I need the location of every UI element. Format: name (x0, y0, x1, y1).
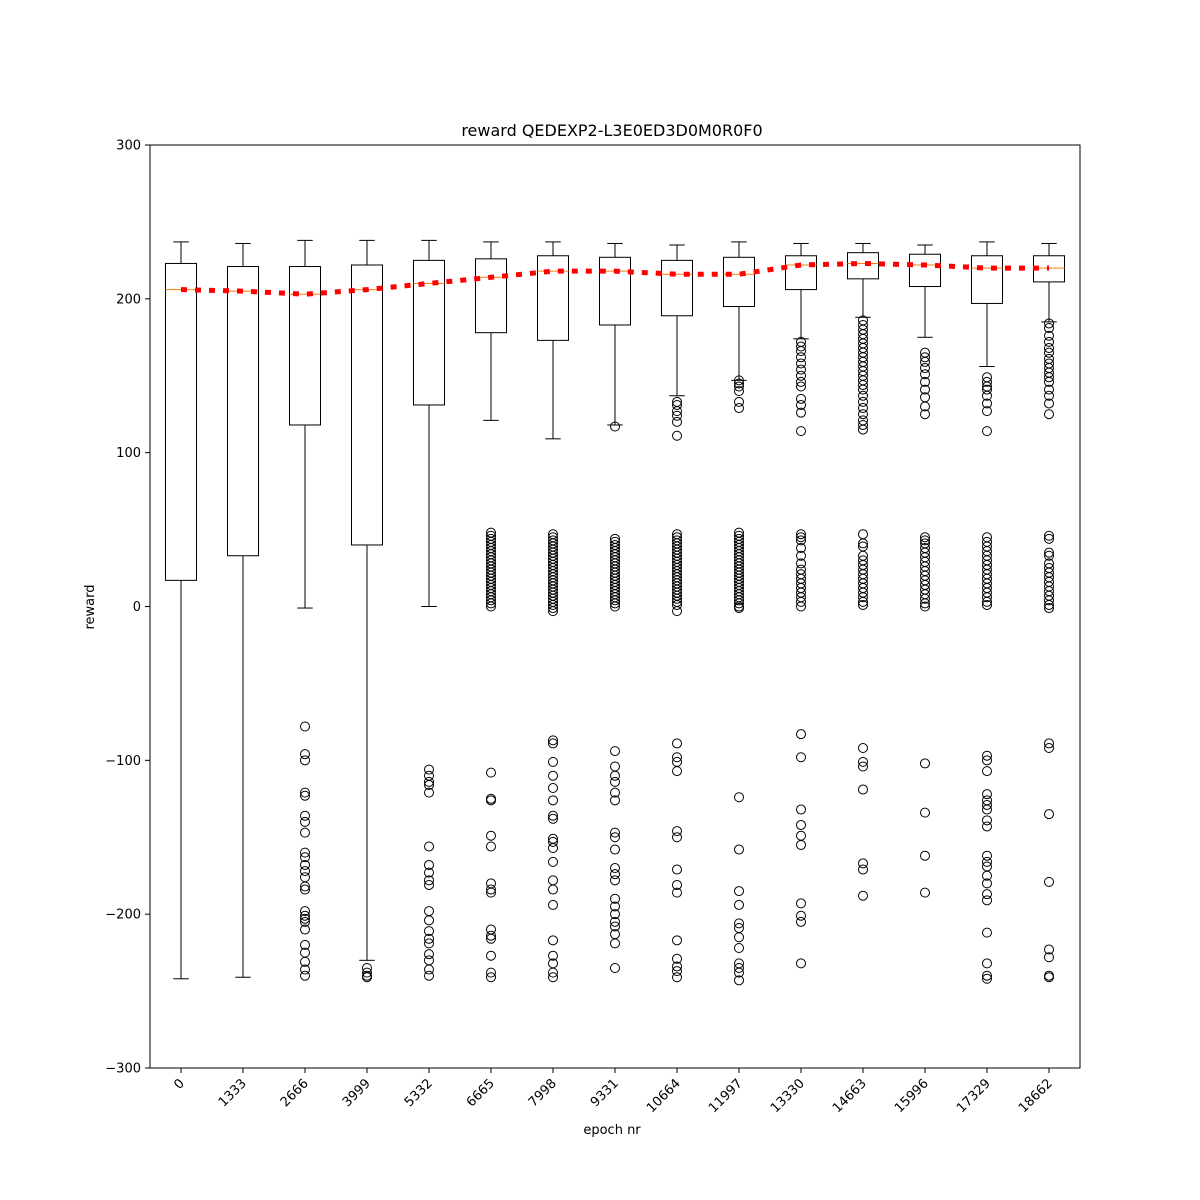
x-tick-label: 7998 (525, 1076, 560, 1111)
x-tick-label: 6665 (463, 1076, 498, 1111)
x-tick-label: 17329 (953, 1076, 994, 1117)
y-tick-label: 300 (116, 138, 141, 154)
x-tick-label: 2666 (277, 1076, 312, 1111)
y-tick-label: −300 (105, 1061, 141, 1077)
x-tick-label: 1333 (215, 1076, 250, 1111)
x-tick-label: 10664 (643, 1076, 684, 1117)
x-tick-label: 13330 (767, 1076, 808, 1117)
y-axis-label: reward (83, 584, 98, 630)
x-axis-label: epoch nr (583, 1123, 641, 1138)
x-tick-label: 0 (171, 1076, 188, 1093)
x-tick-label: 3999 (339, 1076, 374, 1111)
x-tick-label: 18662 (1015, 1076, 1056, 1117)
chart-title: reward QEDEXP2-L3E0ED3D0M0R0F0 (461, 121, 763, 140)
x-tick-label: 5332 (401, 1076, 436, 1111)
x-tick-label: 14663 (829, 1076, 870, 1117)
y-tick-label: 0 (132, 600, 141, 615)
x-tick-label: 15996 (891, 1076, 932, 1117)
y-tick-label: 200 (116, 292, 141, 308)
y-tick-label: −200 (105, 907, 141, 923)
x-tick-label: 9331 (587, 1076, 622, 1111)
y-tick-label: 100 (116, 446, 141, 462)
y-tick-label: −100 (105, 753, 141, 769)
x-tick-label: 11997 (705, 1076, 746, 1117)
